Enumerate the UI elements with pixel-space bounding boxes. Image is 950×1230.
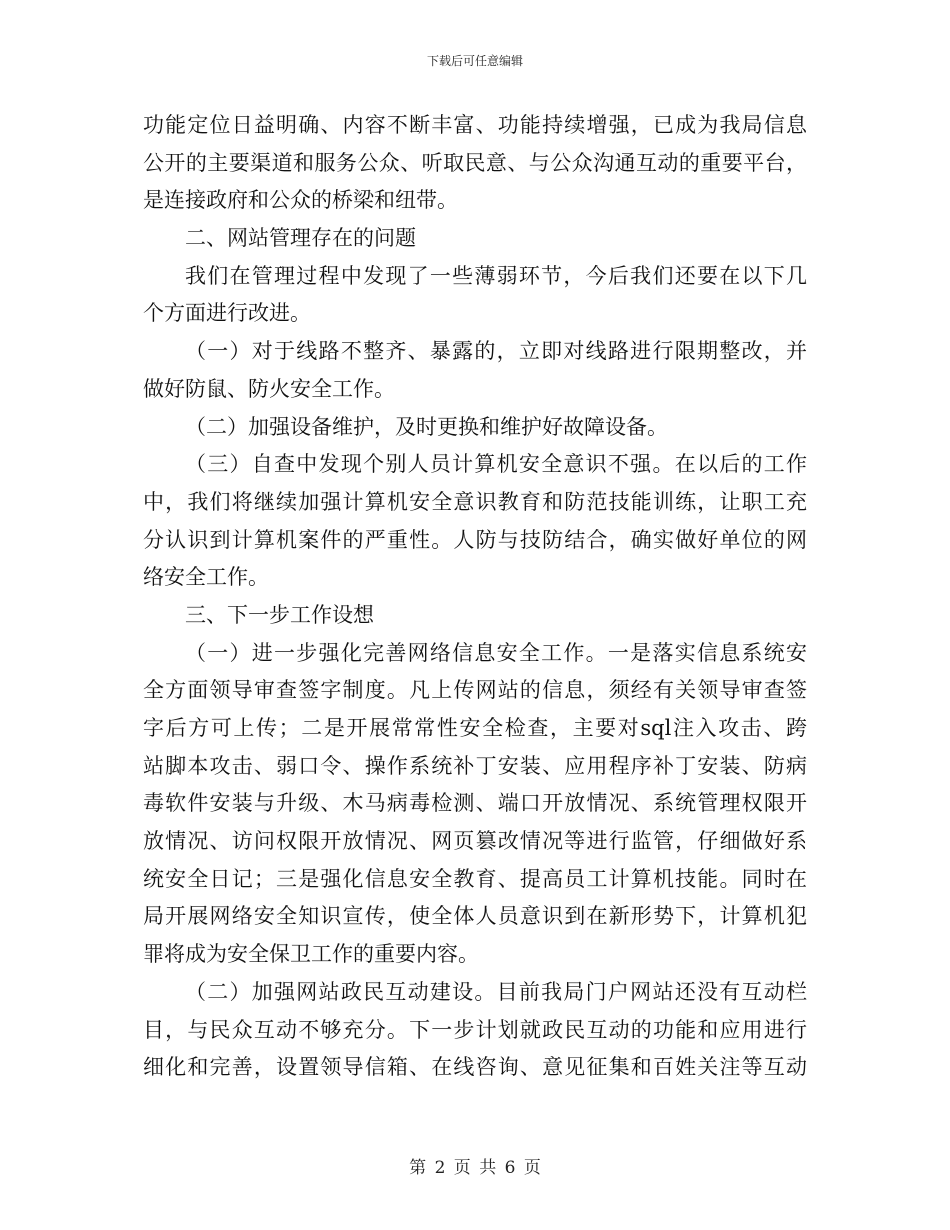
text-line: 络安全工作。 [143, 565, 269, 590]
page-number: 第 2 页 共 6 页 [409, 1158, 541, 1178]
section-heading: 二、网站管理存在的问题 [185, 226, 416, 251]
text-line: 局开展网络安全知识宣传，使全体人员意识到在新形势下，计算机犯 [143, 904, 807, 929]
text-line: 分认识到计算机案件的严重性。人防与技防结合，确实做好单位的网 [143, 527, 807, 552]
text-line: 中，我们将继续加强计算机安全意识教育和防范技能训练，让职工充 [143, 489, 807, 514]
text-line: 功能定位日益明确、内容不断丰富、功能持续增强，已成为我局信息 [143, 113, 807, 137]
text-line: 站脚本攻击、弱口令、操作系统补丁安装、应用程序补丁安装、防病 [143, 753, 807, 778]
text-line: 放情况、访问权限开放情况、网页篡改情况等进行监管，仔细做好系 [143, 829, 807, 854]
document-body [143, 107, 807, 1087]
text-line: 我们在管理过程中发现了一些薄弱环节，今后我们还要在以下几 [185, 263, 807, 288]
text-line: 做好防鼠、防火安全工作。 [143, 376, 395, 401]
text-line: 细化和完善，设置领导信箱、在线咨询、意见征集和百姓关注等互动 [143, 1055, 807, 1080]
text-line: （三）自查中发现个别人员计算机安全意识不强。在以后的工作 [185, 452, 807, 477]
text-line: 统安全日记；三是强化信息安全教育、提高员工计算机技能。同时在 [143, 866, 807, 891]
text-line: （二）加强设备维护，及时更换和维护好故障设备。 [185, 414, 668, 439]
text-line: 罪将成为安全保卫工作的重要内容。 [143, 942, 479, 967]
text-line: 是连接政府和公众的桥梁和纽带。 [143, 188, 458, 213]
page-header-note: 下载后可任意编辑 [426, 54, 523, 68]
text-line: 目，与民众互动不够充分。下一步计划就政民互动的功能和应用进行 [143, 1017, 807, 1042]
text-line: 字后方可上传；二是开展常常性安全检查，主要对sql注入攻击、跨 [143, 716, 807, 740]
text-line: （二）加强网站政民互动建设。目前我局门户网站还没有互动栏 [185, 979, 807, 1004]
text-line: 全方面领导审查签字制度。凡上传网站的信息，须经有关领导审查签 [143, 678, 807, 703]
text-line: 公开的主要渠道和服务公众、听取民意、与公众沟通互动的重要平台， [143, 150, 807, 175]
text-line: 个方面进行改进。 [143, 301, 311, 326]
text-line: 毒软件安装与升级、木马病毒检测、端口开放情况、系统管理权限开 [143, 791, 807, 816]
section-heading: 三、下一步工作设想 [185, 602, 374, 627]
text-line: （一）对于线路不整齐、暴露的，立即对线路进行限期整改，并 [185, 339, 807, 364]
text-line: （一）进一步强化完善网络信息安全工作。一是落实信息系统安 [185, 640, 807, 665]
